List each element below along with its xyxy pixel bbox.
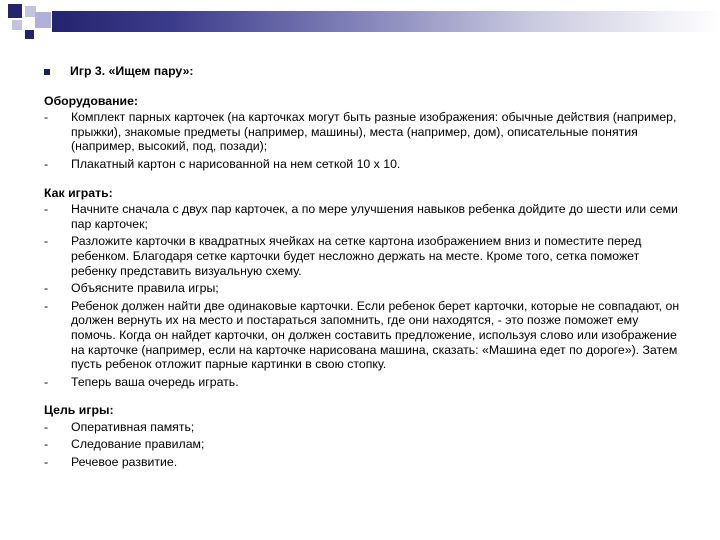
section-goal bbox=[44, 403, 684, 469]
list-item: - Ребенок должен найти две одинаковые карточки. Если ребенок берет карточки, которые не совпадают, он должен вернуть их на место и постараться запомнить, где они находятся, - это позже поможет ему помочь. Когда он найдет карточки, он должен составить предложение, используя слово или изображение на карточке (например, если на карточке нарисована машина, сказать: «Машина едет по дороге»). Затем пусть ребенок отложит парные картинки в свою стопку. bbox=[44, 298, 680, 372]
section-heading: Как играть: bbox=[44, 185, 113, 200]
dash-icon: - bbox=[44, 419, 49, 434]
deco-square-light bbox=[35, 12, 51, 28]
dash-icon: - bbox=[44, 437, 49, 452]
deco-square-dark bbox=[25, 30, 34, 39]
square-bullet-icon bbox=[44, 69, 50, 75]
section-heading: Цель игры: bbox=[44, 403, 114, 418]
section-equipment bbox=[44, 94, 684, 172]
dash-icon: - bbox=[44, 374, 49, 389]
dash-icon: - bbox=[44, 202, 49, 217]
list-item: - Теперь ваша очередь играть. bbox=[44, 374, 239, 389]
dash-icon: - bbox=[44, 281, 49, 296]
dash-icon: - bbox=[44, 156, 49, 171]
header-decoration bbox=[0, 0, 720, 40]
slide-content bbox=[44, 64, 684, 484]
section-heading: Оборудование: bbox=[44, 93, 139, 108]
list-item: - Плакатный картон с нарисованной на нем сеткой 10 х 10. bbox=[44, 156, 401, 171]
list-item: - Следование правилам; bbox=[44, 437, 205, 452]
gradient-bar bbox=[52, 11, 720, 32]
dash-icon: - bbox=[44, 234, 49, 249]
dash-icon: - bbox=[44, 455, 49, 470]
dash-icon: - bbox=[44, 110, 49, 125]
list-item: - Речевое развитие. bbox=[44, 455, 178, 470]
section-how-to-play bbox=[44, 186, 684, 390]
list-item: - Разложите карточки в квадратных ячейках на сетке картона изображением вниз и поместите перед ребенком. Благодаря сетке карточки будет несложно держать на месте. Кроме того, сетка поможет ребенку представить визуальную схему. bbox=[44, 234, 642, 278]
deco-square-dark bbox=[8, 4, 22, 18]
list-item: - Оперативная память; bbox=[44, 419, 195, 434]
deco-square-light bbox=[12, 20, 22, 30]
dash-icon: - bbox=[44, 298, 49, 313]
item-list bbox=[44, 202, 684, 389]
slide-title: Игр 3. «Ищем пару»: bbox=[70, 64, 194, 78]
list-item: - Объясните правила игры; bbox=[44, 281, 219, 296]
list-item: - Начните сначала с двух пар карточек, а по мере улучшения навыков ребенка дойдите до шести или семи пар карточек; bbox=[44, 202, 678, 231]
item-list bbox=[44, 110, 684, 171]
title-row bbox=[44, 64, 684, 79]
item-list bbox=[44, 420, 684, 470]
list-item: - Комплект парных карточек (на карточках могут быть разные изображения: обычные действия (например, прыжки), знакомые предметы (например, машины), места (например, дом), описательные понятия (например, высокий, под, позади); bbox=[44, 110, 677, 154]
